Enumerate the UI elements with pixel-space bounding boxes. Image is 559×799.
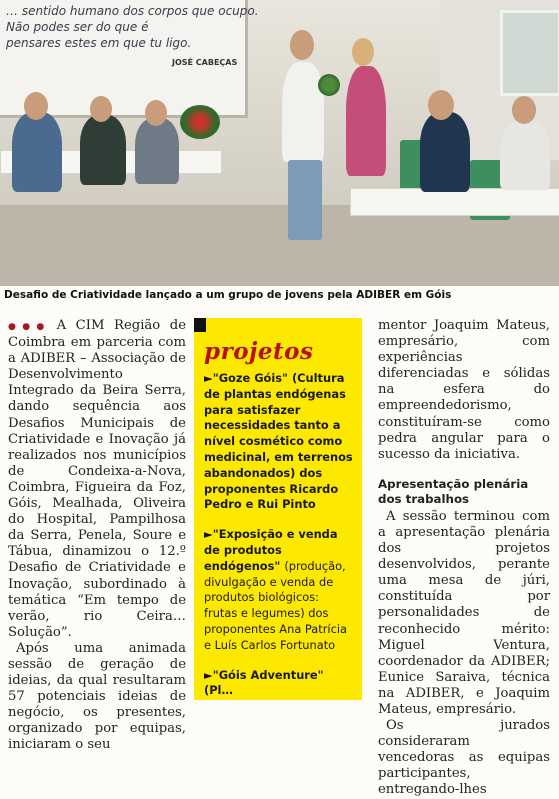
presenter-jeans [288, 160, 322, 240]
arrow-icon: ► [204, 667, 213, 682]
section-subhead: Apresentação plenária dos trabalhos [378, 476, 529, 506]
person-seated-1 [12, 112, 62, 192]
article-paragraph-2: Após uma animada sessão de geração de ideias, da qual resultaram 57 potenciais ideias de negócio, os presentes, organizado por equipas, iniciaram o seu [8, 640, 186, 753]
person-seated-3 [135, 118, 179, 184]
person-head [428, 90, 454, 120]
article-paragraph-1 [8, 318, 186, 641]
project-item-1 [204, 371, 353, 513]
arrow-icon: ► [204, 371, 213, 385]
project-text: "Goze Góis" (Cultura de plantas endógenas para satisfazer necessidades tanto a nível cosmético como medicinal, em terrenos abandonados) dos proponentes Ricardo Pedro e Rui Pinto [204, 371, 353, 512]
project-title: "Exposição e venda de produtos endógenos" [204, 527, 338, 573]
person-seated-5 [500, 120, 550, 190]
window [500, 10, 559, 96]
person-seated-4 [420, 112, 470, 192]
article-paragraph-5: Os jurados consideraram vencedoras as equipas participantes, entregando-lhes [378, 718, 550, 798]
person-head [24, 92, 48, 120]
project-text: "Góis Adventure" (Pl… [204, 667, 324, 698]
table-right [350, 188, 559, 216]
box-title: projetos [204, 338, 314, 365]
article-paragraph-4: A sessão terminou com a apresentação plenária dos projetos desenvolvidos, perante uma mesa de júri, constituída por personalidades de reconhecido mérito: Miguel Ventura, coordenador da ADIBER; Eunice Saraiva, técnica na ADIBER, e Joaquim Mateus, empresário. [378, 508, 550, 717]
person-seated-2 [80, 115, 126, 185]
article-column-1 [8, 318, 186, 754]
box-corner-mark [194, 318, 206, 332]
project-item-3 [204, 668, 353, 700]
board-line-3: pensares estes em que tu ligo. [6, 36, 192, 50]
flower-arrangement [180, 105, 220, 139]
bullet-marks: ●●● [8, 322, 51, 332]
project-item-2 [204, 527, 353, 653]
project-description: (produção, divulgação e venda de produtos biológicos: frutas e legumes) dos proponentes Ana Patrícia e Luís Carlos Fortunato [204, 558, 347, 652]
person-head [512, 96, 536, 124]
potted-plant [318, 74, 340, 96]
person-head [90, 96, 112, 122]
event-photo [0, 0, 559, 286]
article-paragraph-3: mentor Joaquim Mateus, empresário, com experiências diferenciadas e sólidas na esfera do empreendedorismo, constituíram-se como pedra angular para o sucesso da iniciativa. [378, 318, 550, 462]
person-head [352, 38, 374, 66]
person-head [290, 30, 314, 60]
arrow-icon: ► [204, 527, 213, 542]
board-line-1: … sentido humano dos corpos que ocupo. [6, 4, 259, 18]
photo-caption: Desafio de Criatividade lançado a um grupo de jovens pela ADIBER em Góis [0, 286, 559, 304]
board-line-2: Não podes ser do que é [6, 20, 149, 34]
article-column-3 [378, 318, 550, 799]
projects-sidebar-box [194, 318, 362, 700]
board-signature: JOSÉ CABEÇAS [172, 58, 238, 67]
presenter-female [346, 66, 386, 176]
paragraph-text: A CIM Região de Coimbra em parceria com a ADIBER – Associação de Desenvolvimento Integrado da Beira Serra, dando sequência aos Desafios Municipais de Criatividade e Inovação já realizados nos municípios de Condeixa-a-Nova, Coimbra, Figueira da Foz, Góis, Mealhada, Oliveira do Hospital, Pampilhosa da Serra, Penela, Soure e Tábua, dinamizou o 12.º Desafio de Criatividade e Inovação, subordinado à temática “Em tempo de verão, rio Ceira… Solução”. [8, 318, 186, 640]
person-head [145, 100, 167, 126]
presenter-male [282, 62, 324, 162]
